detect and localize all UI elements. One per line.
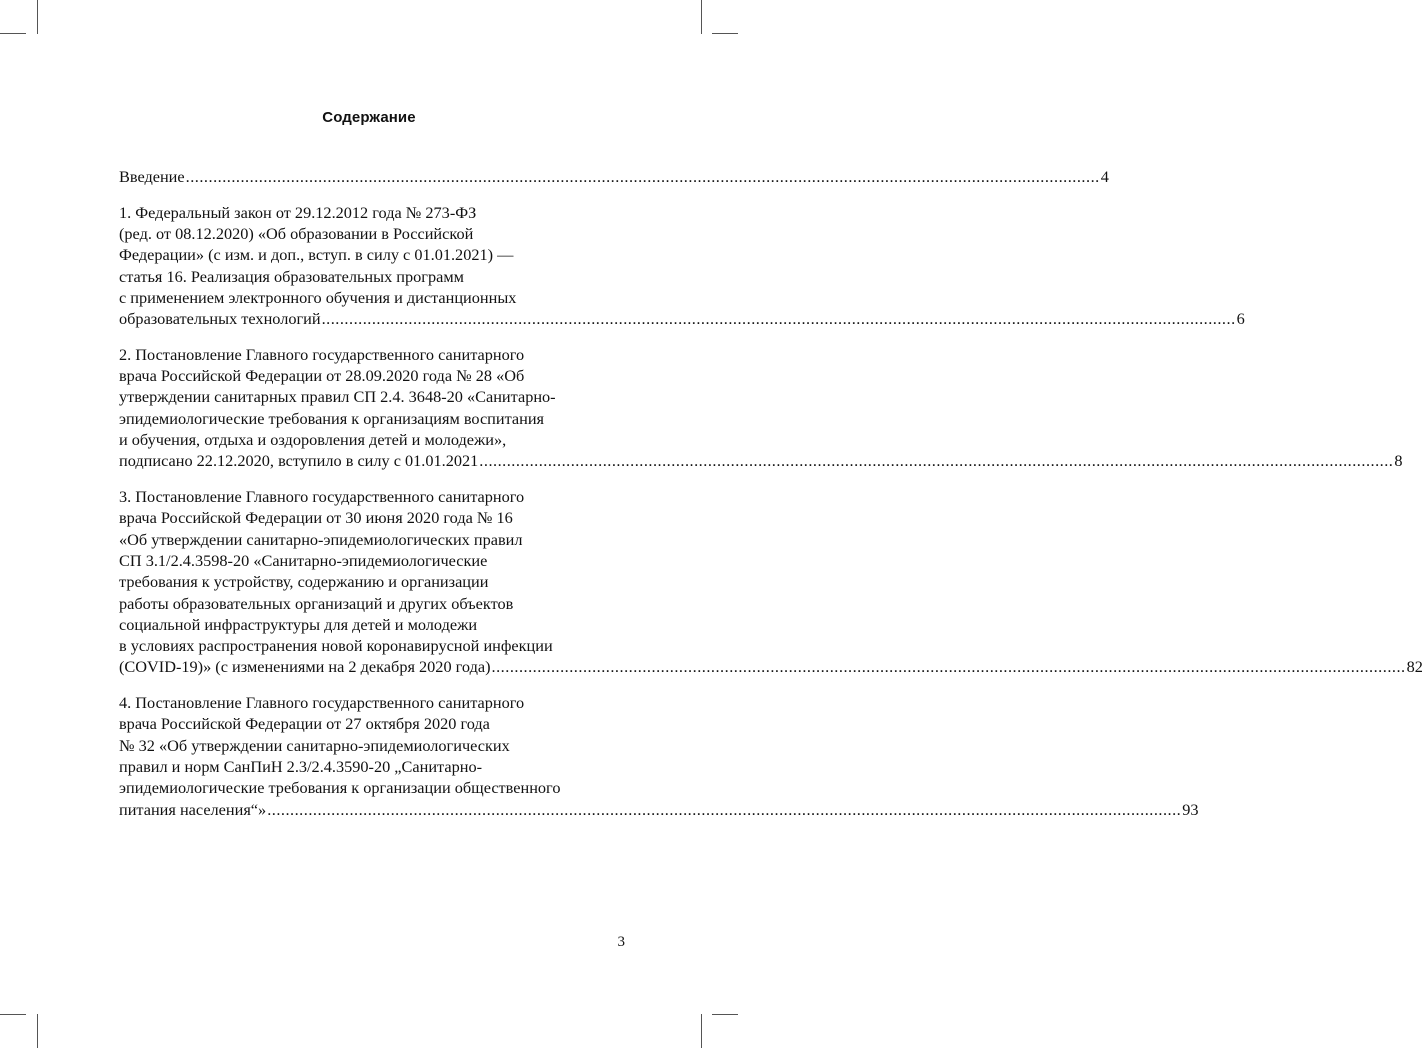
toc-entry-line: (ред. от 08.12.2020) «Об образовании в Российской [119, 223, 474, 243]
toc-entry-page: 4 [1100, 167, 1109, 186]
toc-entry-line: СП 3.1/2.4.3598-20 «Санитарно-эпидемиологические [119, 550, 488, 570]
table-of-contents [119, 166, 1423, 834]
toc-entry-text: питания населения“» [119, 799, 267, 819]
crop-mark-right-lower [712, 1014, 738, 1015]
toc-entry-line: № 32 «Об утверждении санитарно-эпидемиологических [119, 735, 510, 755]
crop-mark-right-upper [712, 33, 738, 34]
toc-entry-page: 93 [1182, 799, 1199, 819]
crop-mark-left-lower [0, 1014, 26, 1015]
toc-entry-line: требования к устройству, содержанию и организации [119, 572, 489, 592]
dot-leader: ........................................................................................................................................................................................................ [491, 657, 1406, 677]
dot-leader: ........................................................................................................................................................................................................ [479, 451, 1394, 471]
toc-entry-line: врача Российской Федерации от 30 июня 2020 года № 16 [119, 508, 513, 528]
dot-leader: ........................................................................................................................................................................................................ [267, 799, 1182, 819]
toc-entry-line: 2. Постановление Главного государственного санитарного [119, 344, 525, 364]
dot-leader: ........................................................................................................................................................................................................ [185, 167, 1100, 186]
toc-entry[interactable] [119, 166, 1109, 187]
page-number: 3 [617, 934, 625, 950]
toc-entry-last-line [119, 166, 1109, 187]
toc-entry-last-line [119, 450, 1403, 471]
toc-entry-last-line [119, 656, 1423, 677]
toc-entry-line: Федерации» (с изм. и доп., вступ. в силу с 01.01.2021) — [119, 245, 514, 265]
toc-entry-line: 1. Федеральный закон от 29.12.2012 года № 273-ФЗ [119, 202, 477, 222]
toc-entry-text: образовательных технологий [119, 309, 321, 329]
toc-entry-line: в условиях распространения новой коронавирусной инфекции [119, 636, 553, 656]
toc-entry-line: «Об утверждении санитарно-эпидемиологических правил [119, 529, 523, 549]
toc-entry-text: (COVID-19)» (с изменениями на 2 декабря 2020 года) [119, 657, 491, 677]
toc-entry-line: эпидемиологические требования к организациям воспитания [119, 408, 545, 428]
toc-entry-line: социальной инфраструктуры для детей и молодежи [119, 614, 478, 634]
toc-entry[interactable] [119, 692, 1199, 820]
toc-entry[interactable] [119, 202, 1245, 330]
toc-entry-line: эпидемиологические требования к организации общественного [119, 778, 561, 798]
crop-mark-bottom-right [701, 1014, 702, 1048]
toc-entry-text: Введение [119, 167, 185, 186]
toc-entry-line: с применением электронного обучения и дистанционных [119, 287, 517, 307]
dot-leader: ........................................................................................................................................................................................................ [321, 309, 1236, 329]
toc-entry-line: 4. Постановление Главного государственного санитарного [119, 693, 525, 713]
crop-mark-top-right [701, 0, 702, 34]
toc-entry-line: и обучения, отдыха и оздоровления детей и молодежи», [119, 430, 507, 450]
toc-entry-line: правил и норм СанПиН 2.3/2.4.3590-20 „Санитарно- [119, 756, 483, 776]
toc-entry-line: утверждении санитарных правил СП 2.4. 3648-20 «Санитарно- [119, 387, 556, 407]
crop-mark-top-left [37, 0, 38, 34]
toc-entry-last-line [119, 799, 1199, 820]
toc-entry-line: 3. Постановление Главного государственного санитарного [119, 487, 525, 507]
toc-entry-page: 82 [1406, 657, 1423, 677]
toc-entry-line: врача Российской Федерации от 28.09.2020 года № 28 «Об [119, 366, 525, 386]
toc-entry-text: подписано 22.12.2020, вступило в силу с 01.01.2021 [119, 451, 479, 471]
toc-entry-page: 8 [1394, 451, 1403, 471]
toc-entry-page: 6 [1236, 309, 1245, 329]
toc-entry[interactable] [119, 344, 1403, 472]
toc-entry[interactable] [119, 486, 1423, 678]
crop-mark-left-upper [0, 33, 26, 34]
toc-entry-line: статья 16. Реализация образовательных программ [119, 266, 464, 286]
crop-mark-bottom-left [37, 1014, 38, 1048]
page-title: Содержание [322, 109, 416, 126]
toc-entry-last-line [119, 308, 1245, 329]
toc-entry-line: врача Российской Федерации от 27 октября 2020 года [119, 714, 490, 734]
toc-entry-line: работы образовательных организаций и других объектов [119, 593, 514, 613]
